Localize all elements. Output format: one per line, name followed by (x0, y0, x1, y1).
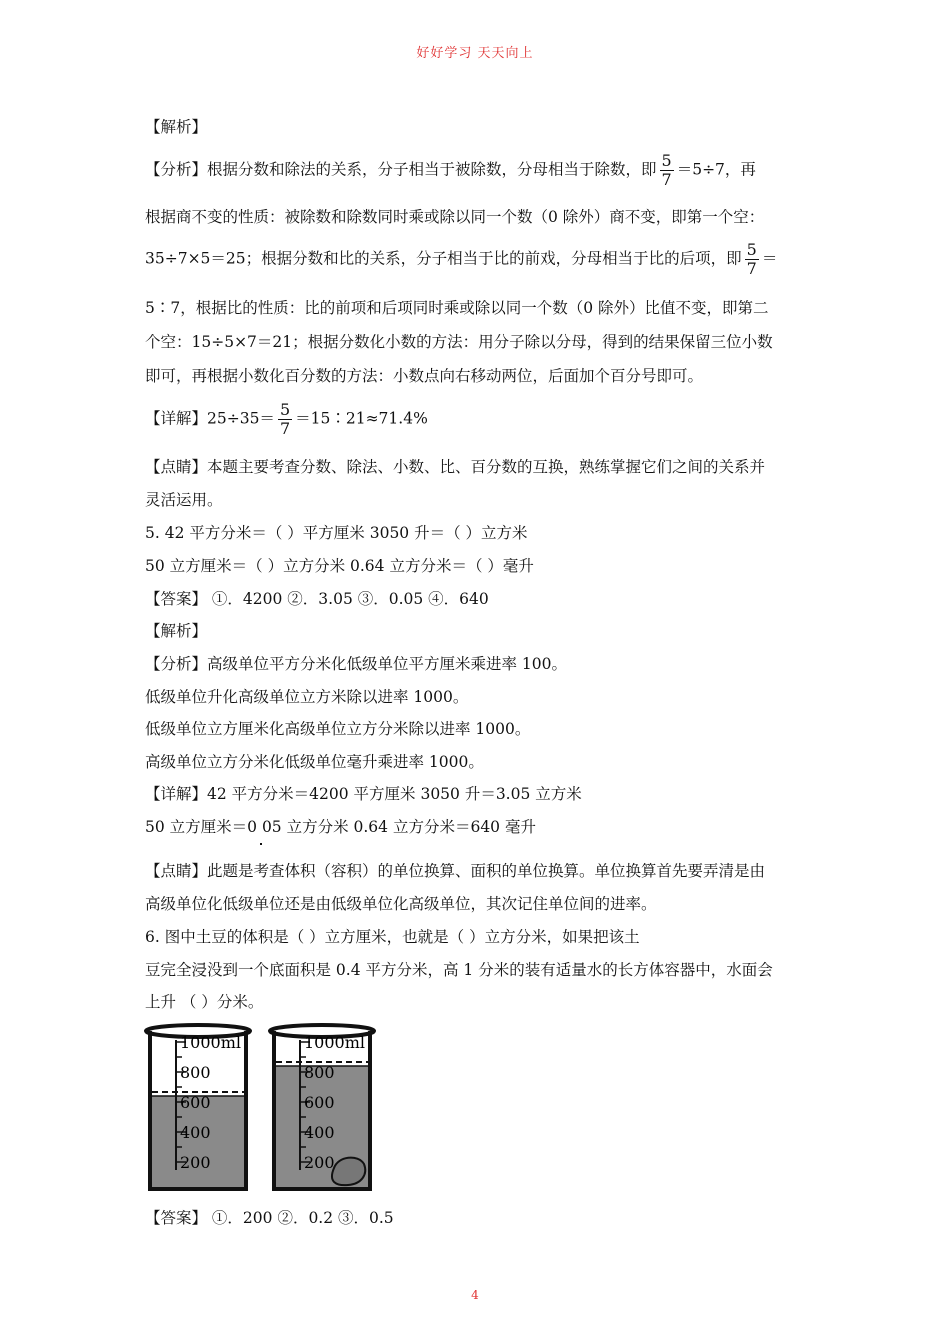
fenxi-line-3 (145, 241, 777, 278)
text: 【详解】25÷35＝ (145, 409, 275, 428)
fenxi-line-4: 5∶7，根据比的性质：比的前项和后项同时乘或除以同一个数（0 除外）比值不变，即第二 (145, 299, 769, 317)
dianjing-line-2: 灵活运用。 (145, 491, 223, 509)
xiangjie-line (145, 401, 428, 438)
xiangjie2-line-2: 50 立方厘米＝0 05 立方分米 0.64 立方分米＝640 毫升 (145, 818, 536, 836)
text: ＝ (761, 249, 778, 268)
question-6-line-3: 上升 （ ）分米。 (145, 993, 264, 1011)
page-number: 4 (471, 1288, 479, 1302)
dianjing2-line-2: 高级单位化低级单位还是由低级单位化高级单位，其次记住单位间的进率。 (145, 895, 657, 913)
fraction-denominator: 7 (661, 170, 672, 189)
beaker-2-top-label: 1000ml (304, 1033, 366, 1052)
fenxi2-line-1: 【分析】高级单位平方分米化低级单位平方厘米乘进率 100。 (145, 655, 568, 673)
fraction-denominator: 7 (746, 259, 757, 278)
fraction (278, 401, 292, 438)
question-6-answer: 【答案】 ①．200 ②．0.2 ③．0.5 (145, 1209, 394, 1227)
dianjing2-line-1: 【点睛】此题是考查体积（容积）的单位换算、面积的单位换算。单位换算首先要弄清是由 (145, 862, 766, 880)
fenxi-line-5: 个空：15÷5×7＝21；根据分数化小数的方法：用分子除以分母，得到的结果保留三位小数 (145, 333, 773, 351)
beaker-1-tick-800: 800 (180, 1063, 211, 1082)
fenxi2-line-3: 低级单位立方厘米化高级单位立方分米除以进率 1000。 (145, 720, 531, 738)
fraction-numerator: 5 (279, 400, 291, 419)
text: ＝5÷7，再 (676, 160, 756, 179)
beaker-2-tick-400: 400 (304, 1123, 335, 1142)
beaker-2-tick-800: 800 (304, 1063, 335, 1082)
question-6-line-1: 6. 图中土豆的体积是（ ）立方厘米，也就是（ ）立方分米，如果把该土 (145, 928, 640, 946)
beaker-2-tick-200: 200 (304, 1153, 335, 1172)
beaker-2 (270, 1025, 374, 1189)
question-5-line-2: 50 立方厘米＝（ ）立方分米 0.64 立方分米＝（ ）毫升 (145, 557, 534, 575)
beaker-1-tick-600: 600 (180, 1093, 211, 1112)
fraction-numerator: 5 (746, 240, 757, 259)
beaker-1-tick-200: 200 (180, 1153, 211, 1172)
fraction (745, 241, 759, 278)
beaker-1 (146, 1025, 250, 1189)
question-5-answer: 【答案】 ①．4200 ②．3.05 ③．0.05 ④．640 (145, 590, 489, 608)
fenxi-line-1 (145, 152, 756, 189)
fenxi-line-6: 即可，再根据小数化百分数的方法：小数点向右移动两位，后面加个百分号即可。 (145, 367, 704, 385)
fenxi-line-2: 根据商不变的性质：被除数和除数同时乘或除以同一个数（0 除外）商不变，即第一个空： (145, 208, 765, 226)
beaker-2-tick-600: 600 (304, 1093, 335, 1112)
text: 35÷7×5＝25；根据分数和比的关系，分子相当于比的前戏，分母相当于比的后项，即 (145, 249, 742, 268)
beaker-1-top-label: 1000ml (180, 1033, 242, 1052)
jiexi-heading: 【解析】 (145, 118, 208, 136)
beaker-1-tick-400: 400 (180, 1123, 211, 1142)
xiangjie2-line-1: 【详解】42 平方分米＝4200 平方厘米 3050 升＝3.05 立方米 (145, 785, 582, 803)
fenxi2-line-2: 低级单位升化高级单位立方米除以进率 1000。 (145, 688, 469, 706)
page-header: 好好学习 天天向上 (416, 46, 534, 61)
text: ＝15∶21≈71.4% (295, 409, 428, 428)
fraction (660, 152, 674, 189)
stray-dot (260, 843, 262, 845)
beakers-figure (140, 1022, 380, 1198)
potato (332, 1158, 365, 1186)
jiexi-heading-2: 【解析】 (145, 622, 208, 640)
fraction-numerator: 5 (661, 151, 672, 170)
dianjing-line-1: 【点睛】本题主要考查分数、除法、小数、比、百分数的互换，熟练掌握它们之间的关系并 (145, 458, 766, 476)
fenxi2-line-4: 高级单位立方分米化低级单位毫升乘进率 1000。 (145, 753, 484, 771)
fraction-denominator: 7 (279, 419, 291, 438)
question-6-line-2: 豆完全浸没到一个底面积是 0.4 平方分米，高 1 分米的装有适量水的长方体容器中，水面会 (145, 961, 773, 979)
question-5-line-1: 5. 42 平方分米＝（ ）平方厘米 3050 升＝（ ）立方米 (145, 524, 528, 542)
text: 【分析】根据分数和除法的关系，分子相当于被除数，分母相当于除数，即 (145, 160, 657, 179)
